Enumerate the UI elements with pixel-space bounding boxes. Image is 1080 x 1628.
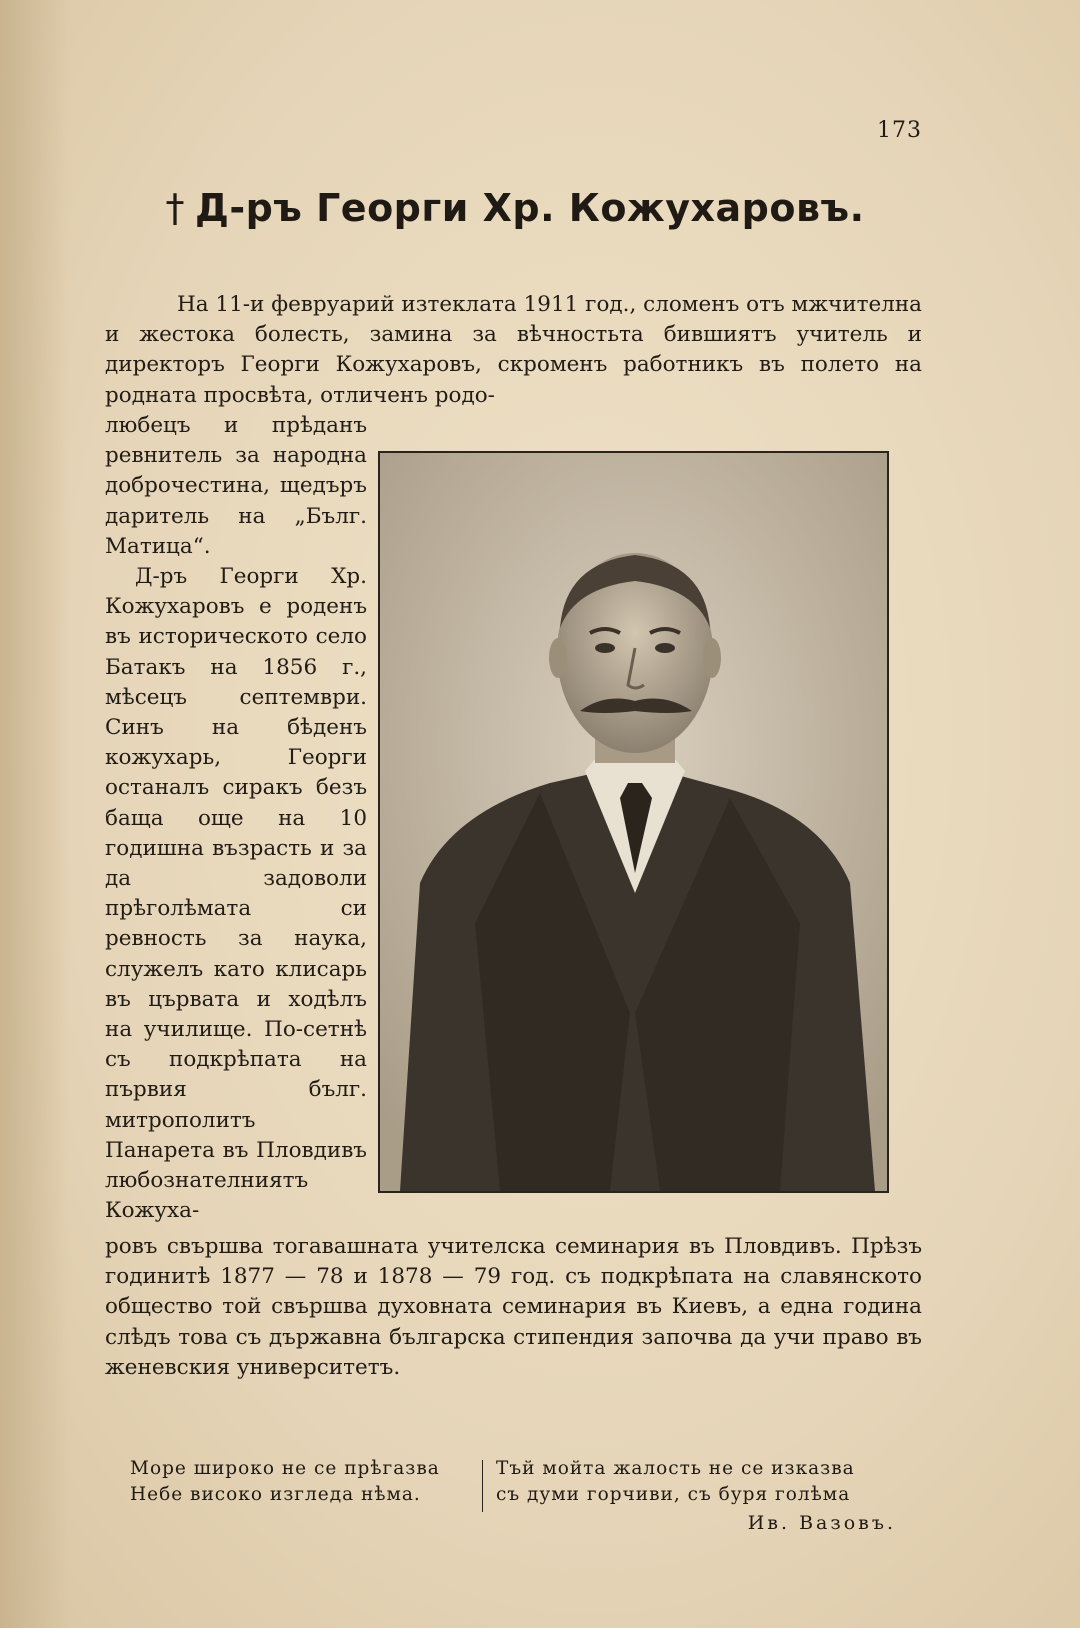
cross-icon: †	[165, 186, 185, 230]
portrait-image	[380, 453, 887, 1191]
article-title-text: Д-ръ Георги Хр. Кожухаровъ.	[194, 186, 865, 230]
continued-paragraph: ровъ свършва тогавашната учителска семинария въ Пловдивъ. Прѣзъ годинитѣ 1877 — 78 и 1878 — 79 год. съ подкрѣпата на славянското общество той свършва духовната семинария въ Киевъ, а една година слѣдъ това съ държавна българска стипендия започва да учи право въ женевския университетъ.	[105, 1234, 922, 1380]
portrait-photo	[378, 451, 889, 1193]
poem-line: съ думи горчиви, съ буря голѣма	[496, 1484, 851, 1505]
intro-paragraph: На 11-и февруарий изтеклата 1911 год., сломенъ отъ мжчителна и жестока болесть, замина за вѣчностьта бившиятъ учитель и директоръ Георги Кожухаровъ, скроменъ работникъ въ полето на родната просвѣта, отличенъ родо-	[105, 292, 922, 408]
article-title	[100, 186, 930, 230]
poem-left-stanza	[130, 1456, 475, 1508]
poem-line: Тъй мойта жалость не се изказва	[496, 1458, 855, 1479]
narrow-text-column	[105, 411, 367, 1226]
poem-line: Море широко не се прѣгазва	[130, 1458, 440, 1479]
paragraph-end: любецъ и прѣданъ ревнитель за народна доброчестина, щедъръ даритель на „Бълг. Матица“.	[105, 413, 367, 559]
poem-line: Небе високо изгледа нѣма.	[130, 1484, 421, 1505]
page-number: 173	[877, 118, 922, 143]
poem-right-stanza	[496, 1456, 896, 1508]
biography-paragraph: Д-ръ Георги Хр. Кожухаровъ е роденъ въ историческото село Батакъ на 1856 г., мѣсецъ септември. Синъ на бѣденъ кожухарь, Георги останалъ сиракъ безъ баща още на 10 годишна възрасть и за да задоволи прѣголѣмата си ревность за наука, служелъ като клисарь въ цървата и ходѣлъ на училище. По-сетнѣ съ подкрѣпата на първия бълг. митрополитъ Панарета въ Пловдивъ любознателниятъ Кожуха-	[105, 564, 367, 1224]
page-gutter-shadow	[0, 0, 70, 1628]
poem-author: Ив. Вазовъ.	[747, 1512, 896, 1534]
poem-divider	[482, 1460, 483, 1512]
